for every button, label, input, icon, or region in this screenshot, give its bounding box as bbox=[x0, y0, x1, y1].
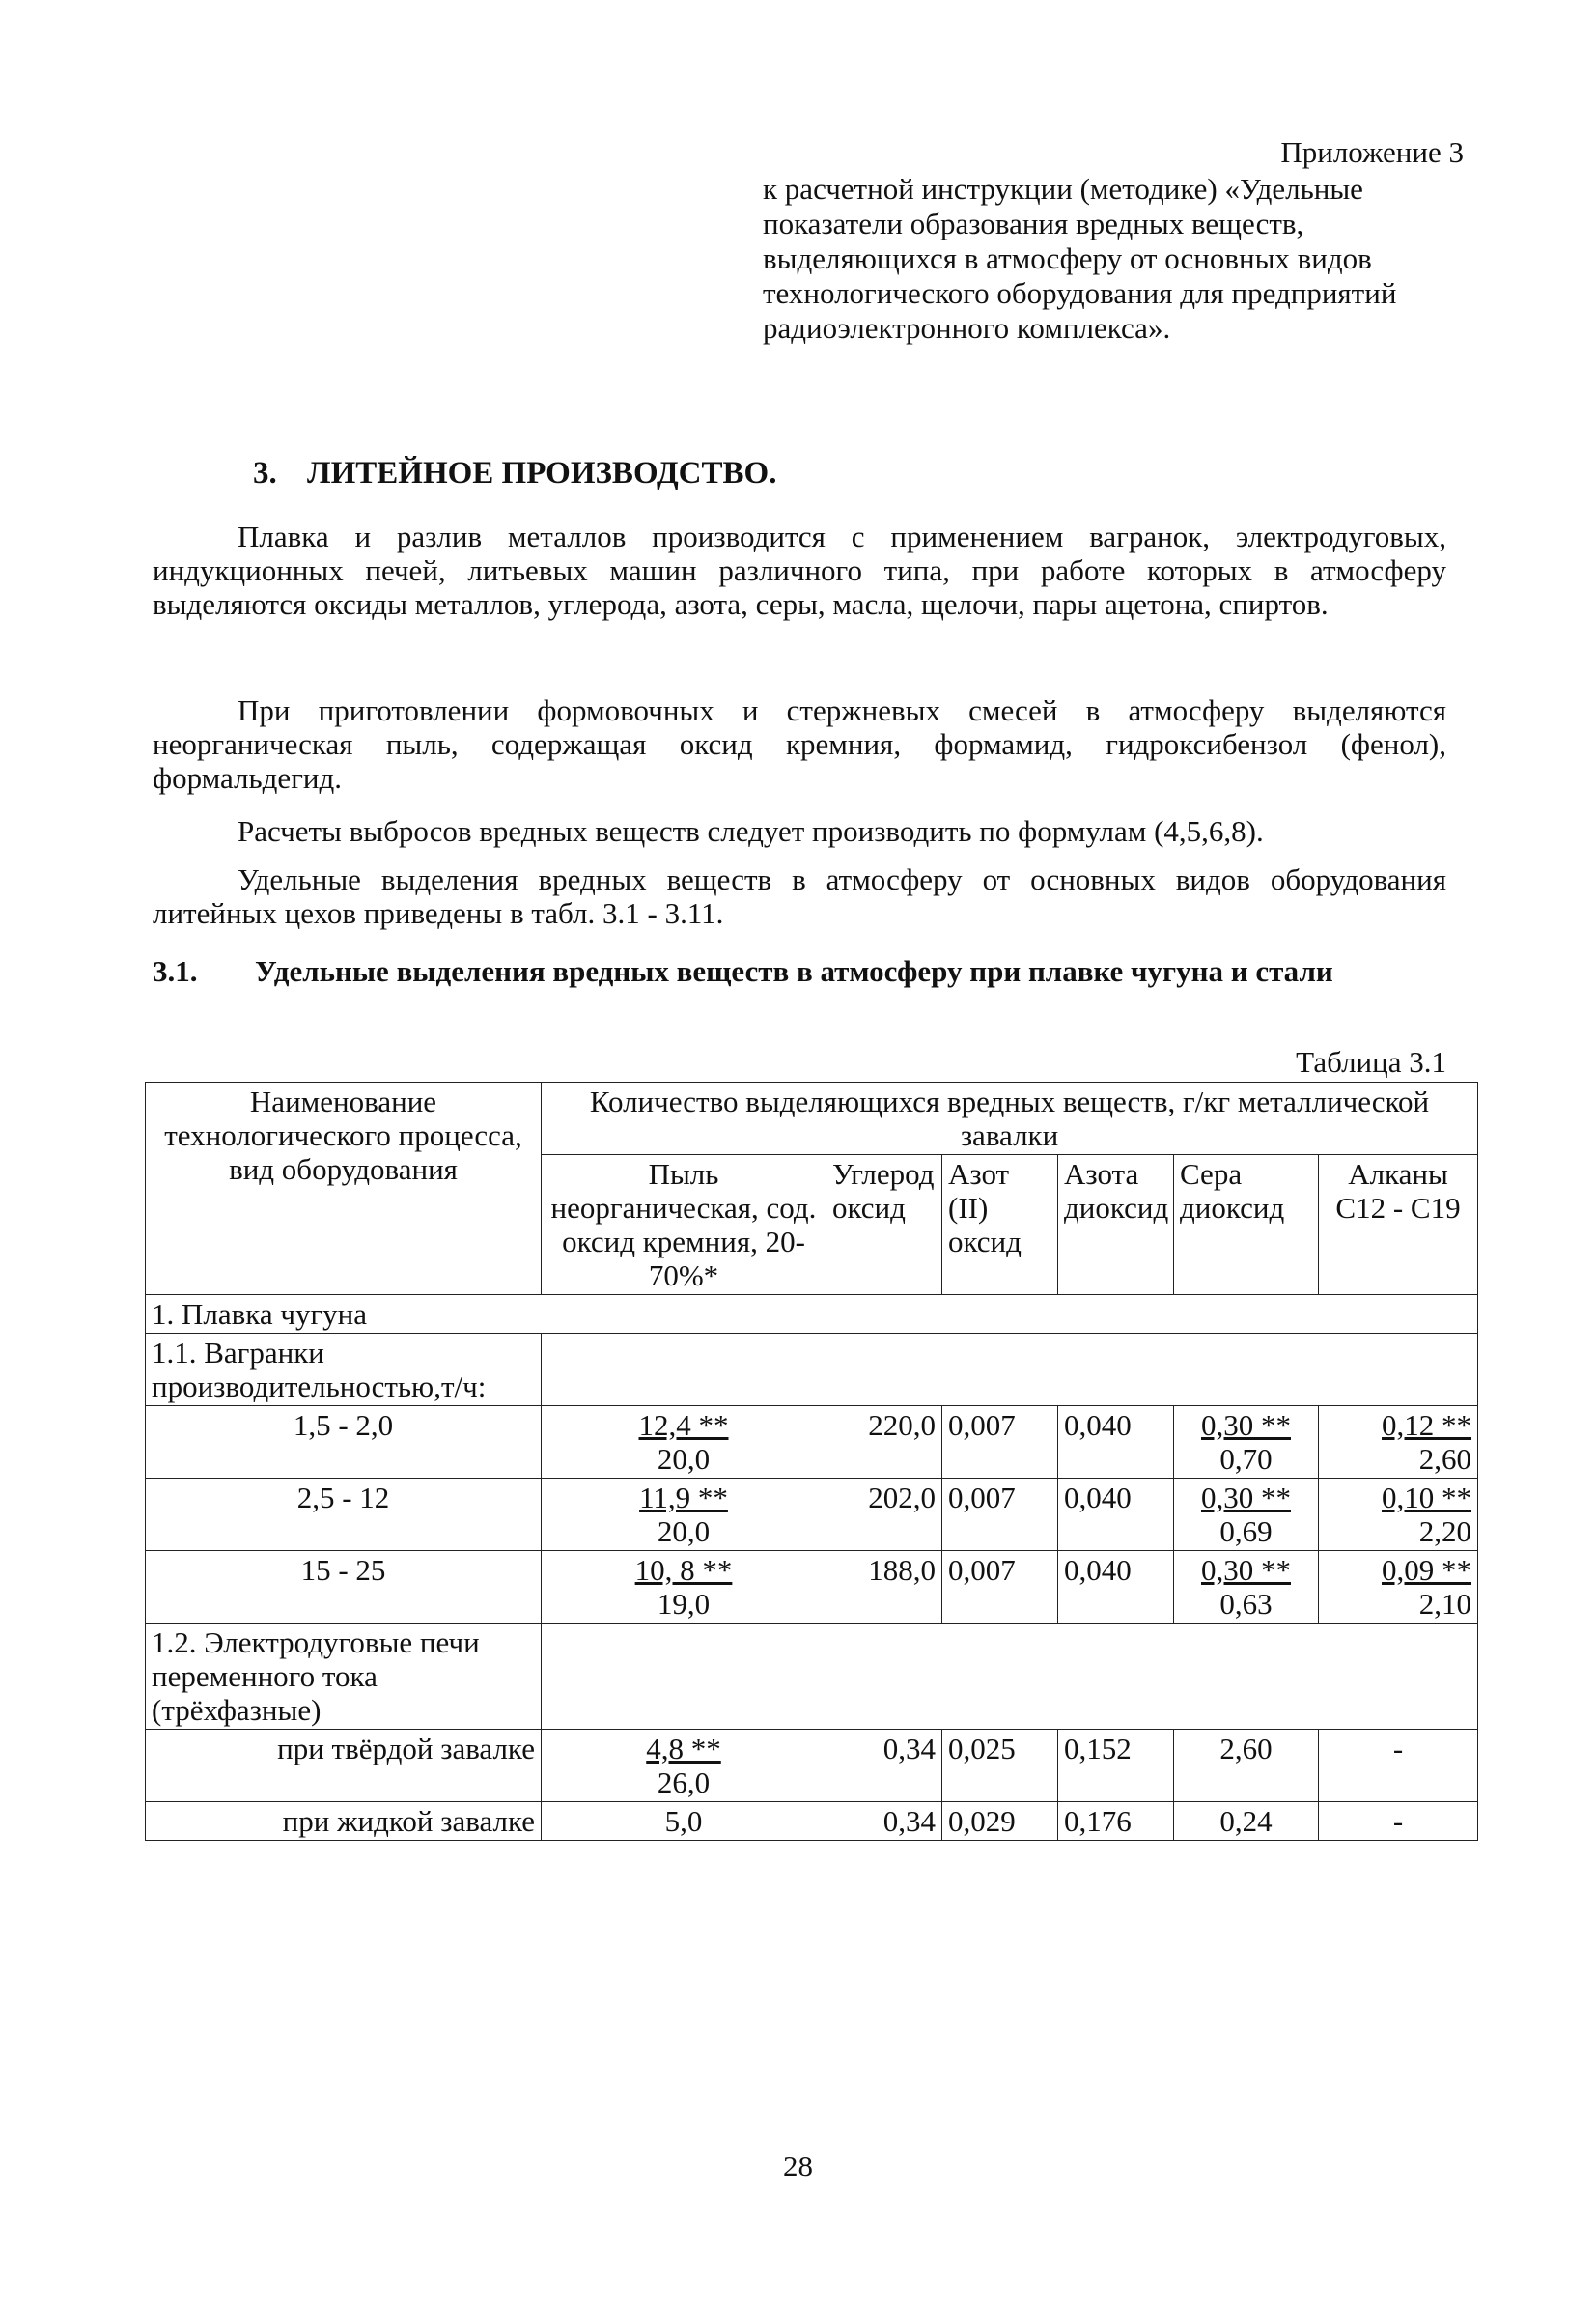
alkanes-top: 0,09 ** bbox=[1382, 1553, 1472, 1587]
so2-cell bbox=[1174, 1479, 1319, 1551]
paragraph-1: Плавка и разлив металлов производится с применением вагранок, электродуговых, индукционных печей, литьевых машин различного типа, при работе которых в атмосферу выделяются оксиды металлов, углерода, азота, серы, масла, щелочи, пары ацетона, спиртов. bbox=[153, 520, 1446, 621]
header-so2: Сера диоксид bbox=[1174, 1155, 1319, 1295]
alkanes-cell bbox=[1319, 1479, 1478, 1551]
emissions-table bbox=[145, 1082, 1478, 1841]
paragraph-4: Удельные выделения вредных веществ в атмосферу от основных видов оборудования литейных цехов приведены в табл. 3.1 - 3.11. bbox=[153, 862, 1446, 930]
table-caption: Таблица 3.1 bbox=[1296, 1045, 1446, 1079]
dust-cell: 5,0 bbox=[542, 1802, 826, 1841]
section-heading bbox=[253, 456, 776, 492]
so2-top: 0,30 ** bbox=[1201, 1553, 1291, 1587]
so2-cell: 2,60 bbox=[1174, 1730, 1319, 1802]
dust-cell bbox=[542, 1730, 826, 1802]
so2-cell bbox=[1174, 1551, 1319, 1624]
header-co: Углерод оксид bbox=[826, 1155, 942, 1295]
row-label: при жидкой завалке bbox=[146, 1802, 542, 1841]
alkanes-cell bbox=[1319, 1551, 1478, 1624]
so2-top: 0,30 ** bbox=[1201, 1408, 1291, 1442]
alkanes-bottom: 2,10 bbox=[1418, 1587, 1472, 1621]
paragraph-3: Расчеты выбросов вредных веществ следует производить по формулам (4,5,6,8). bbox=[238, 814, 1264, 848]
group-cupola: 1.1. Вагранки производительностью,т/ч: bbox=[146, 1334, 542, 1406]
dust-bottom: 20,0 bbox=[657, 1514, 711, 1548]
no2-cell: 0,152 bbox=[1058, 1730, 1174, 1802]
dust-cell bbox=[542, 1551, 826, 1624]
co-cell: 0,34 bbox=[826, 1730, 942, 1802]
row-label: 15 - 25 bbox=[146, 1551, 542, 1624]
header-no: Азот (II) оксид bbox=[942, 1155, 1058, 1295]
dust-cell bbox=[542, 1479, 826, 1551]
header-dust: Пыль неорганическая, сод. оксид кремния, 20-70%* bbox=[542, 1155, 826, 1295]
group-arc-furnace: 1.2. Электродуговые печи переменного тока (трёхфазные) bbox=[146, 1624, 542, 1730]
dust-bottom: 26,0 bbox=[657, 1765, 711, 1799]
alkanes-top: 0,10 ** bbox=[1382, 1481, 1472, 1514]
table-group-row bbox=[146, 1624, 1478, 1730]
subsection-title: Удельные выделения вредных веществ в атмосферу при плавке чугуна и стали bbox=[255, 954, 1333, 988]
row-label: 1,5 - 2,0 bbox=[146, 1406, 542, 1479]
row-label: 2,5 - 12 bbox=[146, 1479, 542, 1551]
group-cast-iron: 1. Плавка чугуна bbox=[146, 1295, 1478, 1334]
subsection-number: 3.1. bbox=[153, 954, 198, 988]
header-process: Наименование технологического процесса, вид оборудования bbox=[146, 1083, 542, 1295]
paragraph-2: При приготовлении формовочных и стержневых смесей в атмосферу выделяются неорганическая пыль, содержащая оксид кремния, формамид, гидроксибензол (фенол), формальдегид. bbox=[153, 693, 1446, 795]
header-alkanes: Алканы C12 - C19 bbox=[1319, 1155, 1478, 1295]
table-row bbox=[146, 1730, 1478, 1802]
dust-cell bbox=[542, 1406, 826, 1479]
table-row bbox=[146, 1551, 1478, 1624]
co-cell: 188,0 bbox=[826, 1551, 942, 1624]
co-cell: 0,34 bbox=[826, 1802, 942, 1841]
header-quantity: Количество выделяющихся вредных веществ, г/кг металлической завалки bbox=[542, 1083, 1478, 1155]
table-group-row bbox=[146, 1334, 1478, 1406]
appendix-title: Приложение 3 bbox=[1280, 135, 1464, 169]
so2-bottom: 0,69 bbox=[1219, 1514, 1273, 1548]
table-row bbox=[146, 1802, 1478, 1841]
dust-bottom: 19,0 bbox=[657, 1587, 711, 1621]
table-row bbox=[146, 1479, 1478, 1551]
alkanes-bottom: 2,60 bbox=[1418, 1442, 1472, 1476]
co-cell: 202,0 bbox=[826, 1479, 942, 1551]
section-title: ЛИТЕЙНОЕ ПРОИЗВОДСТВО. bbox=[307, 456, 777, 491]
dust-top: 11,9 ** bbox=[639, 1481, 728, 1514]
no-cell: 0,007 bbox=[942, 1551, 1058, 1624]
page-number: 28 bbox=[783, 2149, 813, 2183]
table-row bbox=[146, 1406, 1478, 1479]
no2-cell: 0,040 bbox=[1058, 1551, 1174, 1624]
row-label: при твёрдой завалке bbox=[146, 1730, 542, 1802]
empty-cell bbox=[542, 1334, 1478, 1406]
dust-top: 12,4 ** bbox=[638, 1408, 729, 1442]
no-cell: 0,007 bbox=[942, 1406, 1058, 1479]
appendix-description: к расчетной инструкции (методике) «Удельные показатели образования вредных веществ, выделяющихся в атмосферу от основных видов технологического оборудования для предприятий радиоэлектронного комплекса». bbox=[763, 172, 1397, 345]
alkanes-cell bbox=[1319, 1406, 1478, 1479]
no-cell: 0,025 bbox=[942, 1730, 1058, 1802]
alkanes-bottom: 2,20 bbox=[1418, 1514, 1472, 1548]
section-number: 3. bbox=[253, 456, 277, 491]
so2-bottom: 0,70 bbox=[1219, 1442, 1273, 1476]
appendix-block bbox=[763, 135, 1468, 346]
table-group-row bbox=[146, 1295, 1478, 1334]
dust-bottom: 20,0 bbox=[657, 1442, 711, 1476]
header-no2: Азота диоксид bbox=[1058, 1155, 1174, 1295]
no2-cell: 0,040 bbox=[1058, 1479, 1174, 1551]
alkanes-cell: - bbox=[1319, 1802, 1478, 1841]
no2-cell: 0,040 bbox=[1058, 1406, 1174, 1479]
alkanes-cell: - bbox=[1319, 1730, 1478, 1802]
alkanes-top: 0,12 ** bbox=[1382, 1408, 1472, 1442]
so2-cell: 0,24 bbox=[1174, 1802, 1319, 1841]
table-header-row bbox=[146, 1083, 1478, 1155]
so2-cell bbox=[1174, 1406, 1319, 1479]
so2-top: 0,30 ** bbox=[1201, 1481, 1291, 1514]
empty-cell bbox=[542, 1624, 1478, 1730]
co-cell: 220,0 bbox=[826, 1406, 942, 1479]
no2-cell: 0,176 bbox=[1058, 1802, 1174, 1841]
no-cell: 0,007 bbox=[942, 1479, 1058, 1551]
dust-top: 4,8 ** bbox=[646, 1732, 721, 1765]
so2-bottom: 0,63 bbox=[1219, 1587, 1273, 1621]
dust-top: 10, 8 ** bbox=[634, 1553, 733, 1587]
no-cell: 0,029 bbox=[942, 1802, 1058, 1841]
